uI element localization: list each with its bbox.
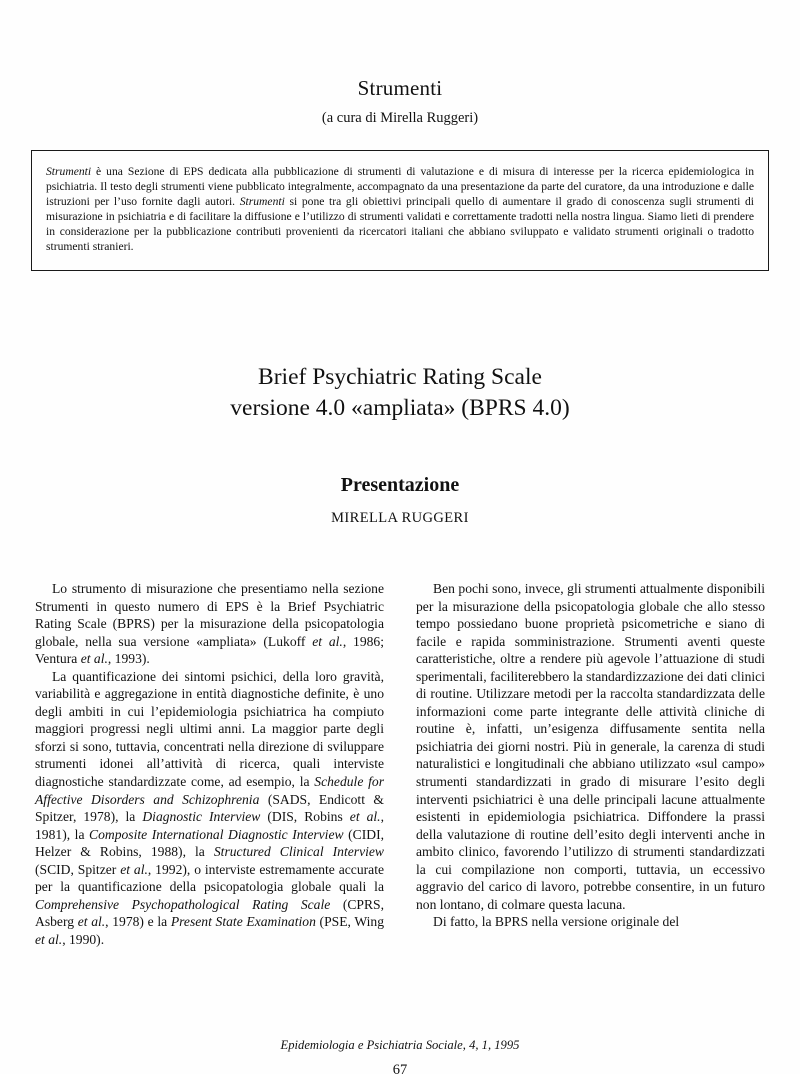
- page-footer: [0, 1038, 800, 1079]
- left-column: [35, 580, 384, 948]
- editorial-note-inner: [32, 151, 768, 255]
- article-title: [0, 362, 800, 424]
- body-columns: [35, 580, 765, 948]
- presentation-header: [0, 474, 800, 527]
- paragraph: La quantificazione dei sintomi psichici, della loro gravità, variabilità e aggregazione in entità diagnostiche definite, è uno degli ambiti in cui l’epidemiologia psichiatrica ha compiuto maggiori progressi negli ultimi anni. La maggior parte degli sforzi si sono, tuttavia, concentrati nella direzione di sviluppare strumenti idonei all’attività di ricerca, quali interviste diagnostiche standardizzate come, ad esempio, la Schedule for Affective Disorders and Schizophrenia (SADS, Endicott & Spitzer, 1978), la Diagnostic Interview (DIS, Robins et al., 1981), la Composite International Diagnostic Interview (CIDI, Helzer & Robins, 1988), la Structured Clinical Interview (SCID, Spitzer et al., 1992), o interviste estremamente accurate per la quantificazione della psicopatologia globale quali la Comprehensive Psychopathological Rating Scale (CPRS, Asberg et al., 1978) e la Present State Examination (PSE, Wing et al., 1990).: [35, 668, 385, 947]
- presentation-author: MIRELLA RUGGERI: [331, 510, 469, 526]
- footer-page-number: 67: [392, 1062, 408, 1078]
- article-title-line-2: versione 4.0 «ampliata» (BPRS 4.0): [230, 395, 570, 421]
- presentation-heading: Presentazione: [340, 474, 460, 496]
- paragraph: Ben pochi sono, invece, gli strumenti attualmente disponibili per la misurazione della psicopatologia globale che allo stesso tempo possiedano buone proprietà psicometriche e siano di facile e rapida somministrazione. Strumenti aventi queste caratteristiche, oltre a rendere più agevole l’attuazione di studi sperimentali, faciliterebbero la standardizzazione dei dati clinici di routine. Utilizzare metodi per la raccolta standardizzata delle informazioni come parte integrante delle attività cliniche di routine è, infatti, un’esigenza diffusamente sentita nella psichiatria dei giorni nostri. Più in generale, la carenza di studi naturalistici e longitudinali che abbiano utilizzato «sul campo» strumenti standardizzati in grado di misurare l’esito degli interventi psichiatrici è una delle principali lacune attualmente esistenti in epidemiologia psichiatrica. Diffondere la prassi della valutazione di routine dell’esito degli interventi anche in ambito clinico, favorendo l’utilizzo di strumenti standardizzati la cui compilazione non comporti, tuttavia, un eccessivo aggravio del carico di lavoro, potrebbe consentire, in un futuro non lontano, di colmare questa lacuna.: [416, 581, 765, 912]
- article-title-line-1: Brief Psychiatric Rating Scale: [258, 364, 542, 390]
- editorial-note-box: [31, 150, 769, 271]
- footer-journal-citation: Epidemiologia e Psichiatria Sociale, 4, 1, 1995: [280, 1038, 520, 1052]
- right-column: [416, 580, 765, 948]
- paragraph: Lo strumento di misurazione che presentiamo nella sezione Strumenti in questo numero di EPS è la Brief Psychiatric Rating Scale (BPRS) per la misurazione della psicopatologia globale, nella sua versione «ampliata» (Lukoff et al., 1986; Ventura et al., 1993).: [35, 581, 384, 667]
- editorial-note-text: Strumenti è una Sezione di EPS dedicata alla pubblicazione di strumenti di valutazione e di misura di interesse per la ricerca epidemiologica in psichiatria. Il testo degli strumenti viene pubblicato integralmente, accompagnato da una presentazione da parte del curatore, da una introduzione e dalle istruzioni per l’uso fornite dagli autori. Strumenti si pone tra gli obiettivi principali quello di aumentare il grado di conoscenza sugli strumenti di misurazione in psichiatria e di facilitare la diffusione e l’utilizzo di strumenti validati e correttamente tradotti nella nostra lingua. Siamo lieti di prendere in considerazione per la pubblicazione contributi provenienti da ricercatori italiani che abbiano sviluppato e validato strumenti originali o tradotto strumenti stranieri.: [46, 165, 754, 254]
- section-editor: (a cura di Mirella Ruggeri): [321, 110, 479, 126]
- section-title: Strumenti: [357, 76, 443, 100]
- paragraph: Di fatto, la BPRS nella versione originale del: [433, 914, 680, 930]
- section-header: [0, 76, 800, 127]
